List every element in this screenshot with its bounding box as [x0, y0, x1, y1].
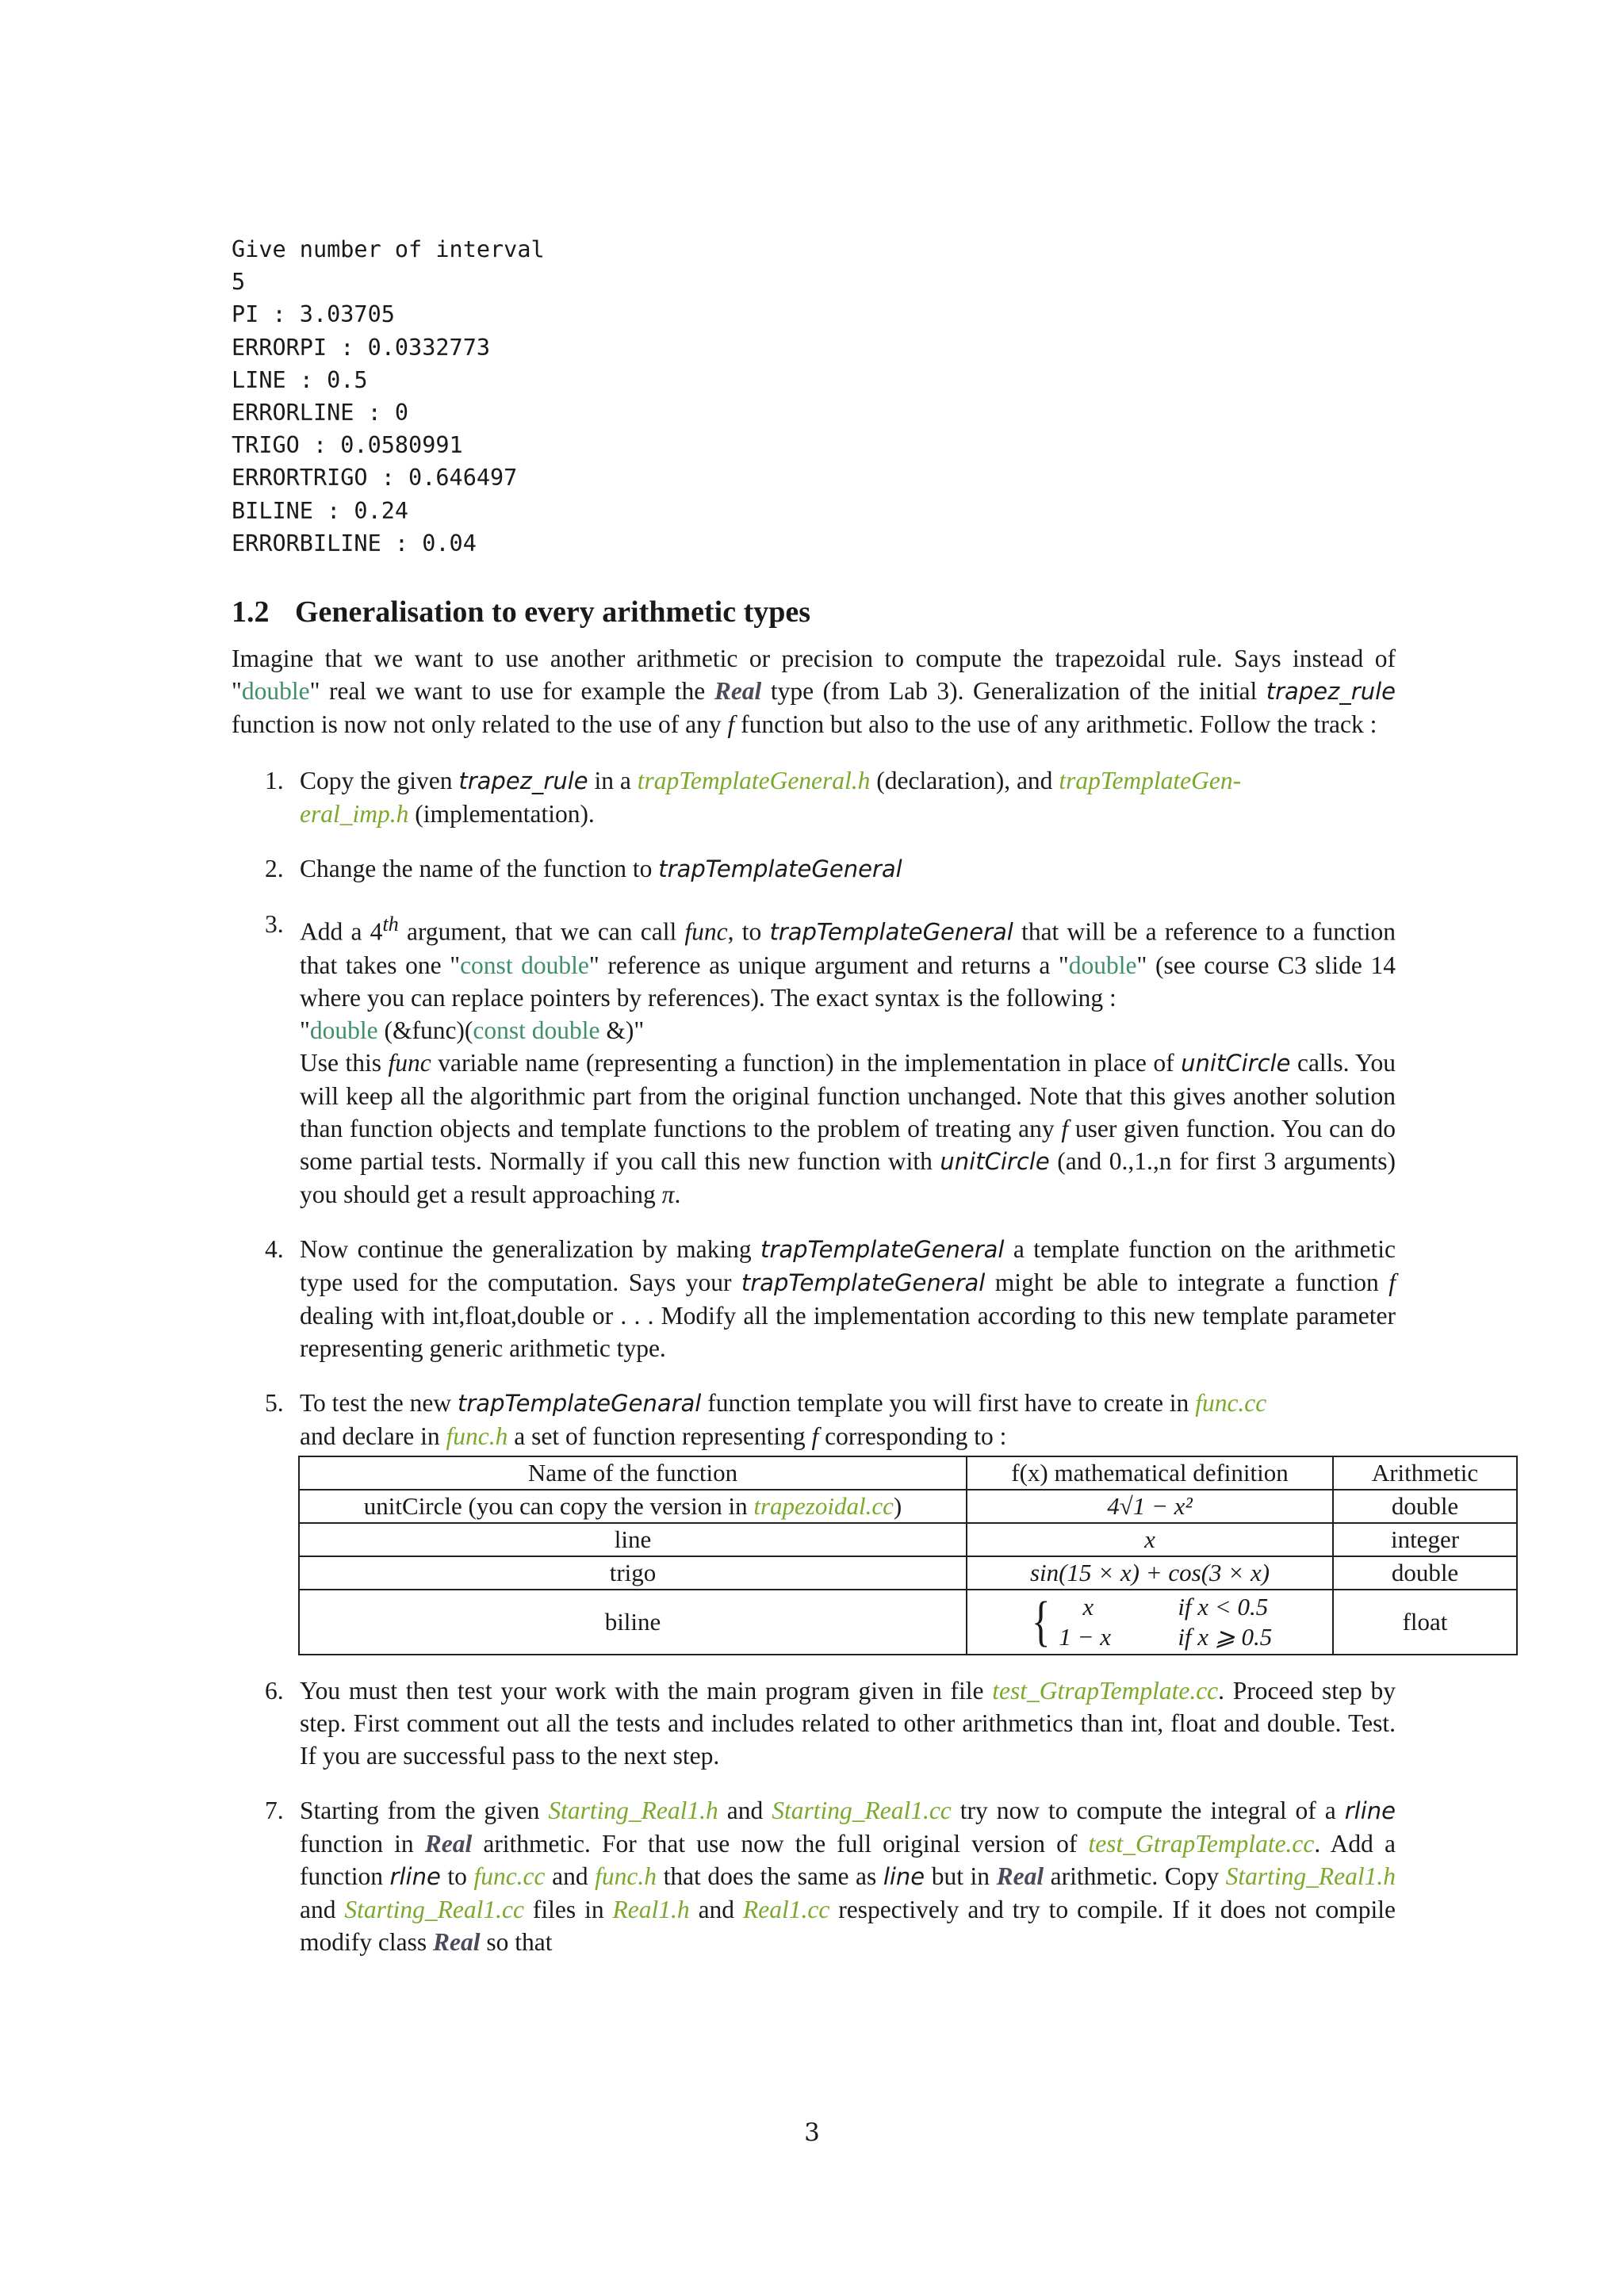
variable-func: func: [388, 1048, 431, 1077]
text: unitCircle (you can copy the version in: [363, 1491, 754, 1520]
text: (and 0.,1.,n for first 3 arguments) you should get a result approaching: [300, 1146, 1396, 1208]
function-name: trapez_rule: [458, 767, 588, 795]
keyword-double: double: [309, 1016, 378, 1044]
math-pi: π: [661, 1180, 675, 1208]
piecewise-cases: [1059, 1592, 1272, 1652]
output-line: Give number of interval: [232, 236, 545, 262]
function-name: trapTemplateGenaral: [458, 1389, 702, 1417]
function-name: trapTemplateGeneral: [769, 918, 1013, 946]
text: user given function. You can do some partial tests. Normally if you call this new function with: [300, 1114, 1396, 1175]
step-number: 5.: [265, 1388, 284, 1417]
text: function template you will first have to create in: [701, 1388, 1196, 1417]
output-line: ERRORPI : 0.0332773: [232, 334, 491, 361]
text: Starting from the given: [300, 1796, 549, 1824]
file-name: test_GtrapTemplate.cc: [992, 1676, 1219, 1705]
text: Now continue the generalization by making: [300, 1234, 761, 1263]
text: . Proceed step by step. First comment out all the tests and includes related to other arithmetics than int, float and double. Test. If you are successful pass to the next step.: [300, 1676, 1396, 1770]
function-name: trapTemplateGeneral: [658, 855, 902, 883]
file-name: trapTemplateGen-: [1059, 767, 1242, 795]
text: in a: [588, 767, 638, 795]
step-number: 3.: [265, 910, 284, 939]
step-number: 1.: [265, 767, 284, 795]
step-number: 6.: [265, 1676, 284, 1705]
step-number: 7.: [265, 1796, 284, 1824]
text: and: [300, 1895, 345, 1923]
real-type: Real: [432, 1927, 481, 1956]
file-name: trapezoidal.cc: [753, 1491, 894, 1520]
text: . Add a function: [300, 1829, 1396, 1890]
text: and: [718, 1796, 772, 1824]
text: Change the name of the function to: [300, 855, 659, 883]
steps-list: [232, 764, 1479, 1958]
file-name: trapTemplateGeneral.h: [637, 767, 871, 795]
step-item: [232, 1233, 1396, 1364]
text: argument, that we can call: [398, 917, 685, 946]
text: &)": [599, 1016, 645, 1044]
keyword-const-double: const double: [473, 1016, 600, 1044]
function-name: trapez_rule: [1266, 678, 1396, 706]
cell-definition: [967, 1590, 1333, 1655]
program-output: [232, 233, 1396, 560]
text: so that: [480, 1927, 553, 1956]
output-line: LINE : 0.5: [232, 366, 368, 393]
cell-definition: 4√1 − x²: [967, 1490, 1333, 1523]
text: calls. You will keep all the algorithmic part from the original function unchanged. Note that this gives another solution than function objects and template functions to the problem of treating any: [300, 1048, 1396, 1142]
text: Use this: [300, 1048, 389, 1077]
step-item: [232, 1387, 1479, 1655]
cell-name: [299, 1490, 967, 1523]
text: ): [893, 1491, 902, 1520]
cell-name: line: [299, 1523, 967, 1556]
cell-definition: x: [967, 1523, 1333, 1556]
text: dealing with int,float,double or . . . Modify all the implementation according to this new template parameter representing generic arithmetic type.: [300, 1301, 1396, 1362]
case-condition: if x < 0.5: [1178, 1592, 1269, 1621]
text: arithmetic. Copy: [1044, 1862, 1226, 1890]
step-item: [232, 1794, 1396, 1958]
header-definition: f(x) mathematical definition: [967, 1456, 1333, 1490]
section-number: 1.2: [232, 595, 270, 629]
step-item: [232, 1674, 1396, 1772]
file-name: Starting_Real1.h: [548, 1796, 718, 1824]
section-heading: [232, 593, 1396, 631]
file-name: Real1.h: [612, 1895, 690, 1923]
text: Copy the given: [300, 767, 459, 795]
keyword-double: double: [1068, 951, 1137, 979]
output-line: BILINE : 0.24: [232, 497, 409, 524]
text: , to: [727, 917, 770, 946]
text: " real we want to use for example the: [309, 677, 714, 706]
file-name: Starting_Real1.cc: [772, 1796, 952, 1824]
file-name: func.cc: [473, 1862, 546, 1890]
output-line: PI : 3.03705: [232, 301, 395, 328]
file-name: Real1.cc: [742, 1895, 830, 1923]
text: try now to compute the integral of a: [951, 1796, 1345, 1824]
text: Add a 4: [300, 917, 383, 946]
real-type: Real: [424, 1829, 473, 1858]
cell-name: trigo: [299, 1556, 967, 1590]
cell-name: biline: [299, 1590, 967, 1655]
file-name: Starting_Real1.h: [1225, 1862, 1396, 1890]
step-number: 4.: [265, 1234, 284, 1263]
text: files in: [524, 1895, 613, 1923]
text: and: [689, 1895, 743, 1923]
keyword-double: double: [241, 677, 310, 706]
text: that will be a reference to a function that takes one ": [300, 917, 1396, 979]
cell-definition: sin(15 × x) + cos(3 × x): [967, 1556, 1333, 1590]
keyword-const-double: const double: [460, 951, 589, 979]
function-name: line: [883, 1862, 925, 1890]
superscript: th: [382, 913, 399, 936]
text: To test the new: [300, 1388, 458, 1417]
text: corresponding to :: [818, 1422, 1007, 1450]
function-name: unitCircle: [940, 1147, 1050, 1175]
function-name: rline: [1344, 1797, 1396, 1824]
table-row: [299, 1590, 1517, 1655]
text: ": [300, 1016, 310, 1044]
text: arithmetic. For that use now the full original version of: [472, 1829, 1089, 1858]
step-item: [232, 908, 1396, 1211]
text: .: [674, 1180, 681, 1208]
header-arithmetic: Arithmetic: [1333, 1456, 1517, 1490]
function-name: trapTemplateGeneral: [760, 1235, 1005, 1263]
file-name: func.cc: [1195, 1388, 1267, 1417]
file-name: func.h: [446, 1422, 508, 1450]
table-row: [299, 1523, 1517, 1556]
output-line: ERRORTRIGO : 0.646497: [232, 465, 518, 492]
text: a set of function representing: [508, 1422, 812, 1450]
page-number: 3: [804, 2118, 820, 2147]
step-number: 2.: [265, 855, 284, 883]
text: function but also to the use of any arithmetic. Follow the track :: [734, 710, 1377, 739]
text: to: [440, 1862, 474, 1890]
cell-arithmetic: integer: [1333, 1523, 1517, 1556]
text: (&func)(: [377, 1016, 473, 1044]
text: (declaration), and: [870, 767, 1059, 795]
step-item: [232, 764, 1396, 830]
table-header-row: [299, 1456, 1517, 1490]
section-title: Generalisation to every arithmetic types: [295, 595, 811, 629]
file-name: func.h: [595, 1862, 657, 1890]
text: function is now not only related to the use of any: [232, 710, 728, 739]
text: and declare in: [300, 1422, 446, 1450]
text: " (see course C3 slide 14 where you can replace pointers by references). The exact syntax is the following :: [300, 951, 1396, 1012]
math-f: f: [1061, 1114, 1069, 1142]
step-item: [232, 852, 1396, 886]
case-value: 1 − x: [1059, 1622, 1111, 1651]
table-row: [299, 1556, 1517, 1590]
text: (implementation).: [408, 800, 595, 828]
text: function in: [300, 1829, 425, 1858]
text: might be able to integrate a function: [985, 1268, 1389, 1296]
text: but in: [925, 1862, 997, 1890]
text: You must then test your work with the main program given in file: [300, 1676, 993, 1705]
real-type: Real: [996, 1862, 1044, 1890]
brace-symbol: {: [1031, 1590, 1051, 1652]
math-f: f: [727, 710, 735, 739]
text: type (from Lab 3). Generalization of the initial: [761, 677, 1266, 706]
table-row: [299, 1490, 1517, 1523]
text: variable name (representing a function) in the implementation in place of: [431, 1048, 1182, 1077]
page-content: [232, 233, 1479, 1980]
math-f: f: [811, 1422, 819, 1450]
variable-func: func: [684, 917, 728, 946]
function-name: unitCircle: [1181, 1049, 1291, 1077]
file-name: eral_imp.h: [300, 800, 409, 828]
file-name: test_GtrapTemplate.cc: [1088, 1829, 1315, 1858]
output-line: ERRORLINE : 0: [232, 400, 409, 427]
header-name: Name of the function: [299, 1456, 967, 1490]
real-type: Real: [714, 677, 762, 706]
output-line: 5: [232, 269, 246, 296]
text: respectively and try to compile. If it does not compile modify class: [300, 1895, 1396, 1956]
case-condition: if x ⩾ 0.5: [1178, 1622, 1273, 1651]
output-line: ERRORBILINE : 0.04: [232, 530, 477, 557]
text: that does the same as: [657, 1862, 883, 1890]
file-name: Starting_Real1.cc: [344, 1895, 524, 1923]
function-name: trapTemplateGeneral: [741, 1269, 986, 1296]
text: " reference as unique argument and returns a ": [588, 951, 1069, 979]
cell-arithmetic: double: [1333, 1556, 1517, 1590]
case-value: x: [1082, 1592, 1094, 1621]
text: and: [545, 1862, 596, 1890]
output-line: TRIGO : 0.0580991: [232, 432, 463, 459]
intro-paragraph: [232, 642, 1396, 740]
cell-arithmetic: float: [1333, 1590, 1517, 1655]
function-name: rline: [389, 1862, 441, 1890]
text: Imagine that we want to use another arithmetic or precision to compute the trapezoidal rule. Says instead of ": [232, 645, 1396, 706]
math-f: f: [1388, 1268, 1396, 1296]
text: a template function on the arithmetic type used for the computation. Says your: [300, 1234, 1396, 1296]
cell-arithmetic: double: [1333, 1490, 1517, 1523]
functions-table: [298, 1456, 1518, 1655]
